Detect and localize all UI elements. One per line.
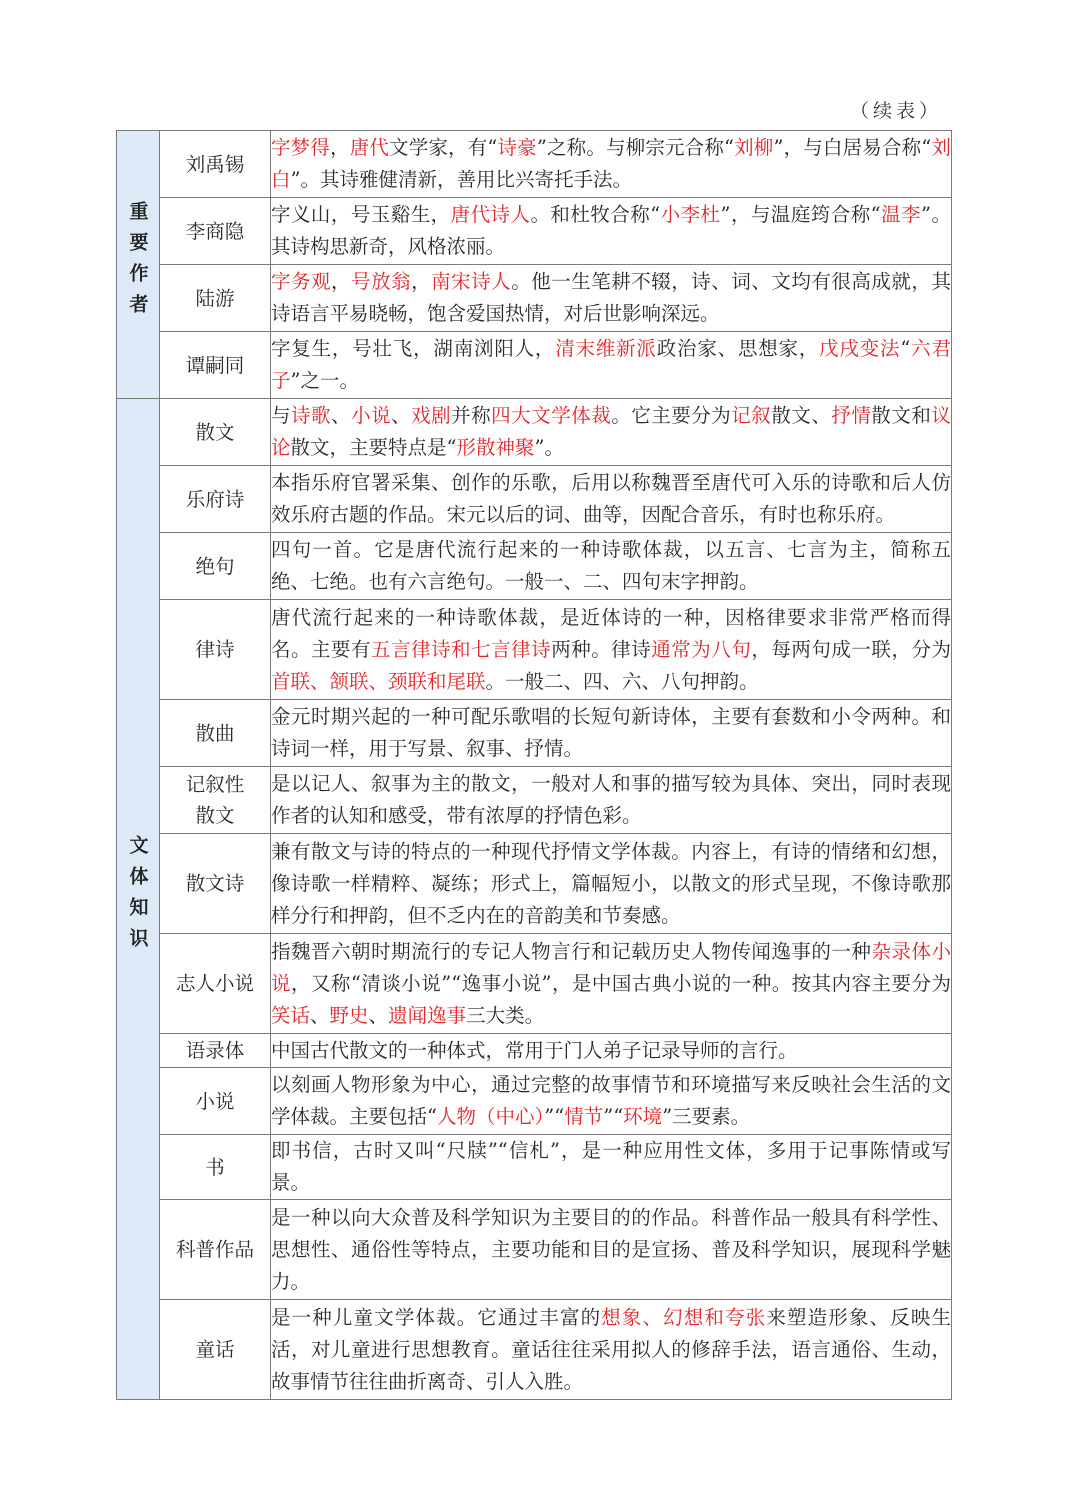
key-point-text: 戏剧: [411, 404, 452, 427]
key-point-text: 唐代诗人: [450, 203, 531, 226]
description-text: ”。: [534, 436, 564, 459]
description-text: 。它主要分为: [611, 404, 732, 427]
term-name: 李商隐: [160, 198, 271, 265]
table-row: [117, 131, 952, 198]
term-description: [271, 1300, 952, 1400]
description-text: ”，与温庭筠合称“: [720, 203, 881, 226]
table-row: [117, 600, 952, 700]
category-cell: [117, 399, 160, 1400]
key-point-text: 唐代: [349, 136, 390, 159]
key-point-text: 温李: [880, 203, 922, 226]
term-description: [271, 399, 952, 466]
description-text: “: [900, 337, 911, 360]
key-point-text: 号放翁: [351, 270, 412, 293]
term-description: [271, 700, 952, 767]
term-name: 书: [160, 1135, 271, 1200]
table-row: [117, 700, 952, 767]
description-text: 金元时期兴起的一种可配乐歌唱的长短句新诗体，主要有套数和小令两种。和诗词一样，用于写景、叙事、抒情。: [271, 705, 951, 760]
term-name: 散曲: [160, 700, 271, 767]
term-description: [271, 1200, 952, 1300]
description-text: 散文，主要特点是“: [290, 436, 457, 459]
key-point-text: 刘柳: [733, 136, 774, 159]
category-label: 重要作者: [126, 200, 149, 325]
key-point-text: 六君子: [271, 337, 951, 392]
table-row: [117, 265, 952, 332]
description-text: 兼有散文与诗的特点的一种现代抒情文学体裁。内容上，有诗的情绪和幻想，像诗歌一样精粹、凝练；形式上，篇幅短小，以散文的形式呈现，不像诗歌那样分行和押韵，但不乏内在的音韵美和节奏感。: [271, 839, 951, 927]
description-text: ”之一。: [290, 369, 359, 392]
term-description: [271, 1135, 952, 1200]
key-point-text: 五言律诗和七言律诗: [371, 637, 552, 661]
key-point-text: 通常为八句: [651, 637, 752, 661]
description-text: 并称: [451, 404, 492, 427]
description-text: 是一种儿童文学体裁。它通过丰富的: [271, 1305, 602, 1329]
description-text: ”。其诗构思新奇，风格浓丽。: [271, 203, 951, 258]
description-text: 本指乐府官署采集、创作的乐歌，后用以称魏晋至唐代可入乐的诗歌和后人仿效乐府古题的作品。宋元以后的词、曲等，因配合音乐，有时也称乐府。: [271, 471, 951, 526]
key-point-text: 小李杜: [660, 203, 721, 226]
description-text: 中国古代散文的一种体式，常用于门人弟子记录导师的言行。: [271, 1038, 798, 1062]
description-text: ”，与白居易合称“: [773, 136, 932, 159]
term-description: [271, 466, 952, 533]
description-text: 、: [391, 404, 412, 427]
description-text: 。他一生笔耕不辍，诗、词、文均有很高成就，其诗语言平易晓畅，饱含爱国热情，对后世影响深远。: [271, 270, 951, 325]
description-text: 是一种以向大众普及科学知识为主要目的的作品。科普作品一般具有科学性、思想性、通俗性等特点，主要功能和目的是宣扬、普及科学知识，展现科学魅力。: [271, 1205, 951, 1293]
description-text: 字义山，号玉谿生，: [271, 203, 451, 226]
description-text: ，: [411, 270, 432, 293]
term-name: 语录体: [160, 1034, 271, 1068]
table-row: [117, 1034, 952, 1068]
description-text: ”之称。与柳宗元合称“: [536, 136, 734, 159]
table-body: [117, 131, 952, 1400]
key-point-text: 小说: [351, 404, 392, 427]
description-text: 字复生，号壮飞，湖南浏阳人，: [271, 337, 556, 360]
description-text: 两种。律诗: [551, 637, 652, 661]
term-description: [271, 533, 952, 600]
description-text: 散文和: [871, 404, 932, 427]
description-text: 与: [271, 404, 292, 427]
description-text: 。一般二、四、六、八句押韵。: [485, 669, 759, 693]
key-point-text: 刘白: [271, 136, 951, 191]
term-description: [271, 332, 952, 399]
term-description: [271, 767, 952, 834]
term-name: 刘禹锡: [160, 131, 271, 198]
term-name: 记叙性散文: [160, 767, 271, 834]
description-text: 三大类。: [466, 1003, 545, 1027]
key-point-text: 诗歌: [291, 404, 332, 427]
description-text: 文学家，有“: [389, 136, 498, 159]
description-text: 即书信，古时又叫“尺牍”“信札”，是一种应用性文体，多用于记事陈情或写景。: [271, 1139, 951, 1194]
description-text: 以刻画人物形象为中心，通过完整的故事情节和环境描写来反映社会生活的文学体裁。主要包括“: [271, 1073, 951, 1128]
literature-knowledge-table: [116, 130, 952, 1400]
key-point-text: 杂录体小说: [271, 939, 951, 995]
key-point-text: 野史: [329, 1003, 369, 1027]
term-name: 童话: [160, 1300, 271, 1400]
description-text: 、: [368, 1003, 389, 1027]
key-point-text: 南宋诗人: [431, 270, 512, 293]
description-text: ，: [331, 270, 352, 293]
key-point-text: 形散神聚: [456, 436, 535, 459]
key-point-text: 字梦得: [271, 136, 331, 159]
description-text: ”三要素。: [662, 1105, 751, 1128]
term-name: 陆游: [160, 265, 271, 332]
table-row: [117, 533, 952, 600]
term-description: [271, 198, 952, 265]
term-name: 散文: [160, 399, 271, 466]
table-row: [117, 1300, 952, 1400]
description-text: 、: [310, 1003, 330, 1027]
description-text: 四句一首。它是唐代流行起来的一种诗歌体裁，以五言、七言为主，简称五绝、七绝。也有六言绝句。一般一、二、四句末字押韵。: [271, 538, 951, 593]
key-point-text: 记叙: [731, 404, 772, 427]
description-text: 来塑造形象、反映生活，对儿童进行思想教育。童话往往采用拟人的修辞手法，语言通俗、生动，故事情节往往曲折离奇、引人入胜。: [271, 1305, 951, 1393]
description-text: 是以记人、叙事为主的散文，一般对人和事的描写较为具体、突出，同时表现作者的认知和感受，带有浓厚的抒情色彩。: [271, 772, 951, 827]
category-label: 文体知识: [126, 835, 149, 959]
continued-label: （续表）: [849, 100, 942, 122]
term-description: [271, 1068, 952, 1135]
key-point-text: 清末维新派: [555, 337, 657, 360]
key-point-text: 议论: [271, 404, 951, 459]
term-name: 小说: [160, 1068, 271, 1135]
category-cell: [117, 131, 160, 399]
key-point-text: 四大文学体裁: [491, 404, 612, 427]
description-text: 政治家、思想家，: [656, 337, 820, 360]
description-text: 、: [331, 404, 352, 427]
term-description: [271, 600, 952, 700]
table-row: [117, 198, 952, 265]
key-point-text: 抒情: [831, 404, 872, 427]
table-row: [117, 834, 952, 934]
description-text: 。和杜牧合称“: [530, 203, 661, 226]
term-description: [271, 265, 952, 332]
description-text: ”“: [603, 1105, 624, 1128]
term-description: [271, 934, 952, 1034]
key-point-text: 环境: [623, 1105, 663, 1128]
key-point-text: 戊戌变法: [819, 337, 901, 360]
description-text: ，又称“清谈小说”“逸事小说”，是中国古典小说的一种。按其内容主要分为: [290, 971, 951, 995]
table-row: [117, 1135, 952, 1200]
description-text: 指魏晋六朝时期流行的专记人物言行和记载历史人物传闻逸事的一种: [271, 939, 872, 963]
description-text: 散文、: [771, 404, 832, 427]
key-point-text: 诗豪: [497, 136, 537, 159]
table-row: [117, 399, 952, 466]
description-text: 唐代流行起来的一种诗歌体裁，是近体诗的一种，因格律要求非常严格而得名。主要有: [271, 605, 951, 661]
term-name: 律诗: [160, 600, 271, 700]
table-row: [117, 466, 952, 533]
key-point-text: 想象、幻想和夸张: [601, 1305, 767, 1329]
term-description: [271, 834, 952, 934]
term-description: [271, 1034, 952, 1068]
term-name: 科普作品: [160, 1200, 271, 1300]
description-text: ，每两句成一联，分为: [751, 637, 951, 661]
table-row: [117, 332, 952, 399]
key-point-text: 字务观: [271, 270, 332, 293]
description-text: ，: [330, 136, 350, 159]
key-point-text: 人物（中心）: [436, 1105, 545, 1128]
table-row: [117, 1068, 952, 1135]
key-point-text: 情节: [564, 1105, 604, 1128]
description-text: ”。其诗雅健清新，善用比兴寄托手法。: [290, 168, 632, 191]
table-row: [117, 767, 952, 834]
term-name: 志人小说: [160, 934, 271, 1034]
key-point-text: 首联、颔联、颈联和尾联: [271, 669, 486, 693]
term-name: 乐府诗: [160, 466, 271, 533]
table-row: [117, 934, 952, 1034]
term-description: [271, 131, 952, 198]
key-point-text: 遗闻逸事: [388, 1003, 467, 1027]
term-name: 谭嗣同: [160, 332, 271, 399]
term-name: 散文诗: [160, 834, 271, 934]
term-name: 绝句: [160, 533, 271, 600]
table-row: [117, 1200, 952, 1300]
description-text: ”“: [544, 1105, 565, 1128]
key-point-text: 笑话: [271, 1003, 311, 1027]
